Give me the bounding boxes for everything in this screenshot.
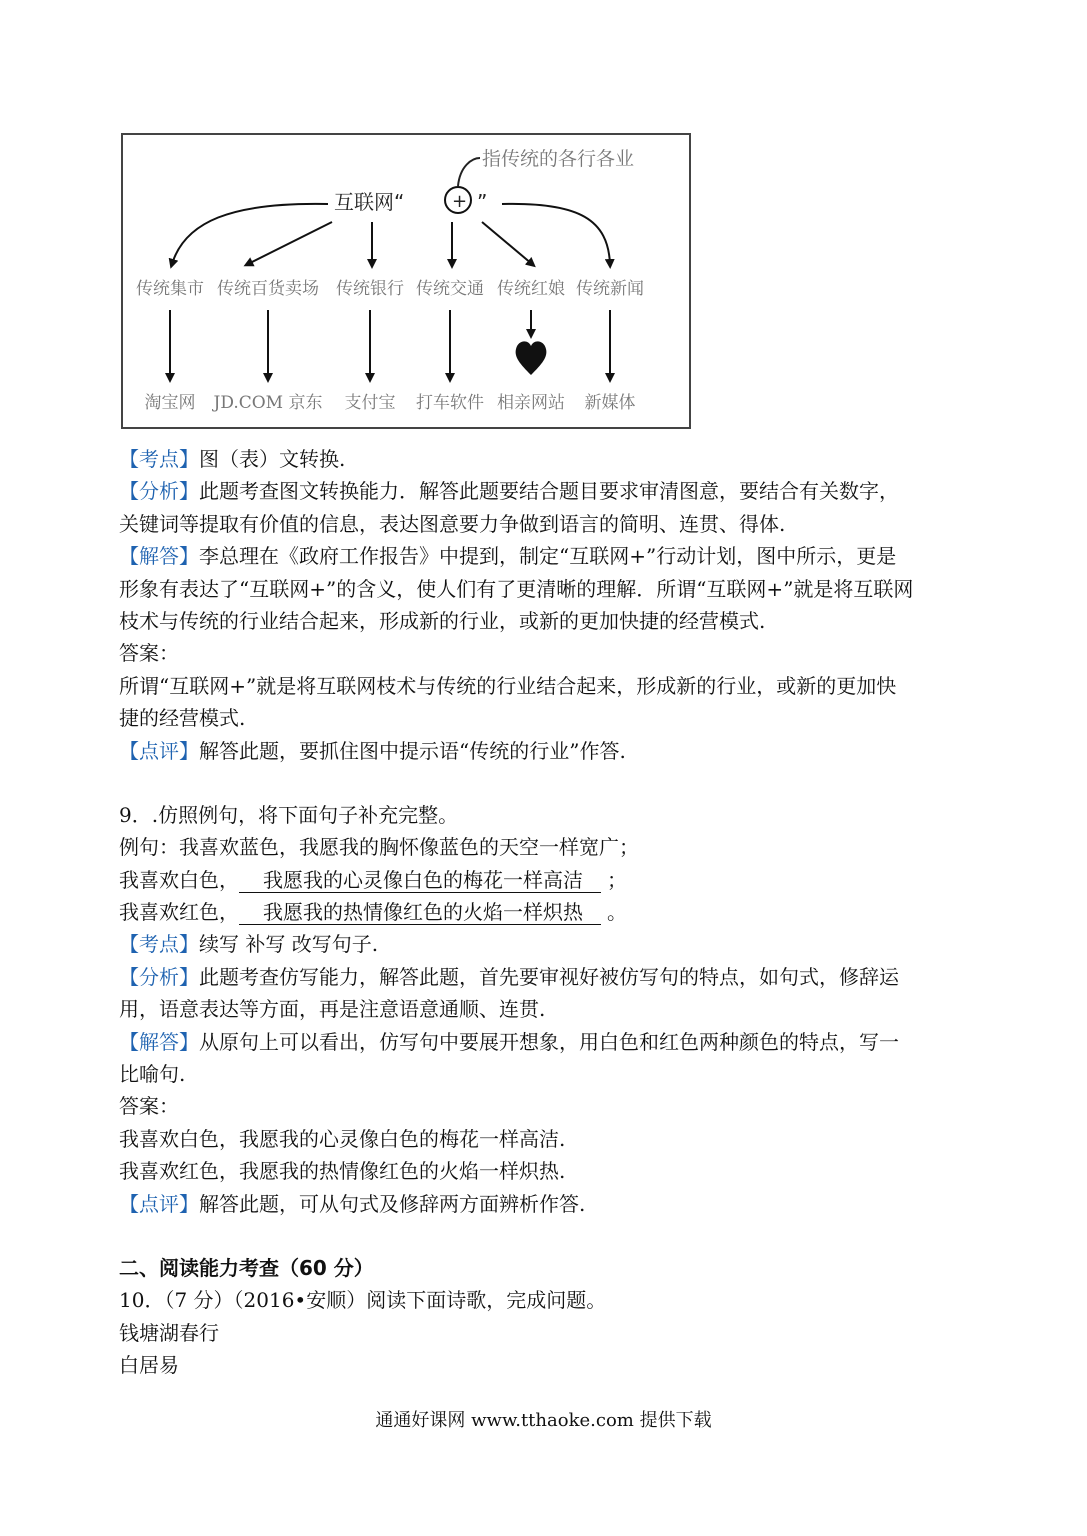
diagram-svg — [120, 132, 692, 430]
answer-content — [119, 443, 979, 1382]
s8-jieda-1 — [119, 540, 979, 572]
fill-prefix: 我喜欢红色， — [119, 900, 239, 925]
fill-end: 。 — [607, 900, 627, 925]
bottom-row-label: JD.COM 京东 — [213, 393, 323, 413]
jieda-text: 李总理在《政府工作报告》中提到，制定“互联网+”行动计划，图中所示，更是 — [199, 544, 897, 569]
s9-fill-line-2 — [119, 896, 979, 928]
bottom-row-label: 打车软件 — [416, 393, 484, 413]
bottom-row-label: 相亲网站 — [497, 393, 565, 413]
fenxi-text: 此题考查图文转换能力．解答此题要结合题目要求审清图意，要结合有关数字， — [199, 479, 899, 504]
top-row-label: 传统集市 — [136, 279, 204, 299]
s9-answer-1: 我喜欢白色，我愿我的心灵像白色的梅花一样高洁. — [119, 1126, 566, 1151]
s9-dianping — [119, 1188, 979, 1220]
top-row-label: 传统新闻 — [576, 279, 644, 299]
spacer — [119, 1220, 979, 1252]
s9-fenxi-2: 用，语意表达等方面，再是注意语意通顺、连贯. — [119, 997, 546, 1022]
poem-author: 白居易 — [119, 1353, 179, 1378]
fenxi-tag: 【分析】 — [119, 479, 199, 504]
dianping-text: 解答此题，可从句式及修辞两方面辨析作答. — [199, 1191, 586, 1216]
fill-blank-answer: 我愿我的心灵像白色的梅花一样高洁 — [239, 868, 601, 893]
fill-end: ； — [607, 867, 627, 892]
dianping-tag: 【点评】 — [119, 738, 199, 763]
bottom-row-labels — [145, 393, 636, 413]
kaodian-tag: 【考点】 — [119, 932, 199, 957]
annotation-label: 指传统的各行各业 — [482, 148, 635, 170]
s9-fill-line-1 — [119, 864, 979, 896]
close-quote: ” — [477, 190, 488, 214]
poem-title: 钱塘湖春行 — [119, 1320, 219, 1345]
fenxi-tag: 【分析】 — [119, 964, 199, 989]
s8-answer-1: 所谓“互联网+”就是将互联网枝术与传统的行业结合起来，形成新的行业，或新的更加快 — [119, 673, 897, 698]
jieda-tag: 【解答】 — [119, 1029, 199, 1054]
bottom-row-label: 淘宝网 — [144, 393, 196, 413]
s8-answer-2: 捷的经营模式. — [119, 706, 246, 731]
kaodian-tag: 【考点】 — [119, 447, 199, 471]
s10-question: 10．（7 分）（2016•安顺）阅读下面诗歌，完成问题。 — [119, 1288, 607, 1313]
dianping-tag: 【点评】 — [119, 1191, 199, 1216]
s8-jieda-3: 枝术与传统的行业结合起来，形成新的行业，或新的更加快捷的经营模式. — [119, 608, 766, 633]
s8-kaodian — [119, 443, 979, 475]
page-footer: 通通好课网 www.tthaoke.com 提供下载 — [375, 1410, 712, 1431]
section-heading: 二、阅读能力考查（60 分） — [119, 1255, 374, 1280]
s9-example: 例句：我喜欢蓝色，我愿我的胸怀像蓝色的天空一样宽广； — [119, 835, 639, 860]
s9-fenxi-1 — [119, 961, 979, 993]
s8-dianping — [119, 735, 979, 767]
plus-sign: + — [452, 191, 468, 212]
s8-fenxi-2: 关键词等提取有价值的信息，表达图意要力争做到语言的简明、连贯、得体. — [119, 511, 786, 536]
jieda-text: 从原句上可以看出，仿写句中要展开想象，用白色和红色两种颜色的特点，写一 — [199, 1029, 899, 1054]
s9-kaodian — [119, 928, 979, 960]
s9-jieda-1 — [119, 1026, 979, 1058]
jieda-tag: 【解答】 — [119, 544, 199, 569]
s8-jieda-2: 形象有表达了“互联网+”的含义，使人们有了更清晰的理解．所谓“互联网+”就是将互联网 — [119, 576, 914, 601]
fill-prefix: 我喜欢白色， — [119, 867, 239, 892]
bottom-row-label: 支付宝 — [344, 393, 396, 413]
top-row-label: 传统银行 — [336, 279, 404, 299]
bottom-row-label: 新媒体 — [584, 393, 636, 413]
fenxi-text: 此题考查仿写能力，解答此题，首先要审视好被仿写句的特点，如句式，修辞运 — [199, 964, 899, 989]
dianping-text: 解答此题，要抓住图中提示语“传统的行业”作答. — [199, 738, 626, 763]
s9-question: 9．.仿照例句，将下面句子补充完整。 — [119, 802, 459, 827]
top-row-label: 传统红娘 — [497, 279, 565, 299]
spacer — [119, 767, 979, 799]
internet-plus-diagram — [120, 132, 692, 430]
s9-answer-2: 我喜欢红色，我愿我的热情像红色的火焰一样炽热. — [119, 1159, 566, 1184]
s9-answer-label: 答案： — [119, 1094, 179, 1119]
top-row-label: 传统百货卖场 — [217, 279, 319, 299]
center-label: 互联网“ — [334, 190, 405, 214]
top-row-label: 传统交通 — [416, 279, 484, 299]
kaodian-text: 图（表）文转换. — [199, 447, 346, 471]
s8-answer-label: 答案： — [119, 641, 179, 666]
fill-blank-answer: 我愿我的热情像红色的火焰一样炽热 — [239, 900, 601, 925]
s8-fenxi-1 — [119, 475, 979, 507]
kaodian-text: 续写 补写 改写句子. — [199, 932, 379, 957]
s9-jieda-2: 比喻句. — [119, 1062, 186, 1087]
